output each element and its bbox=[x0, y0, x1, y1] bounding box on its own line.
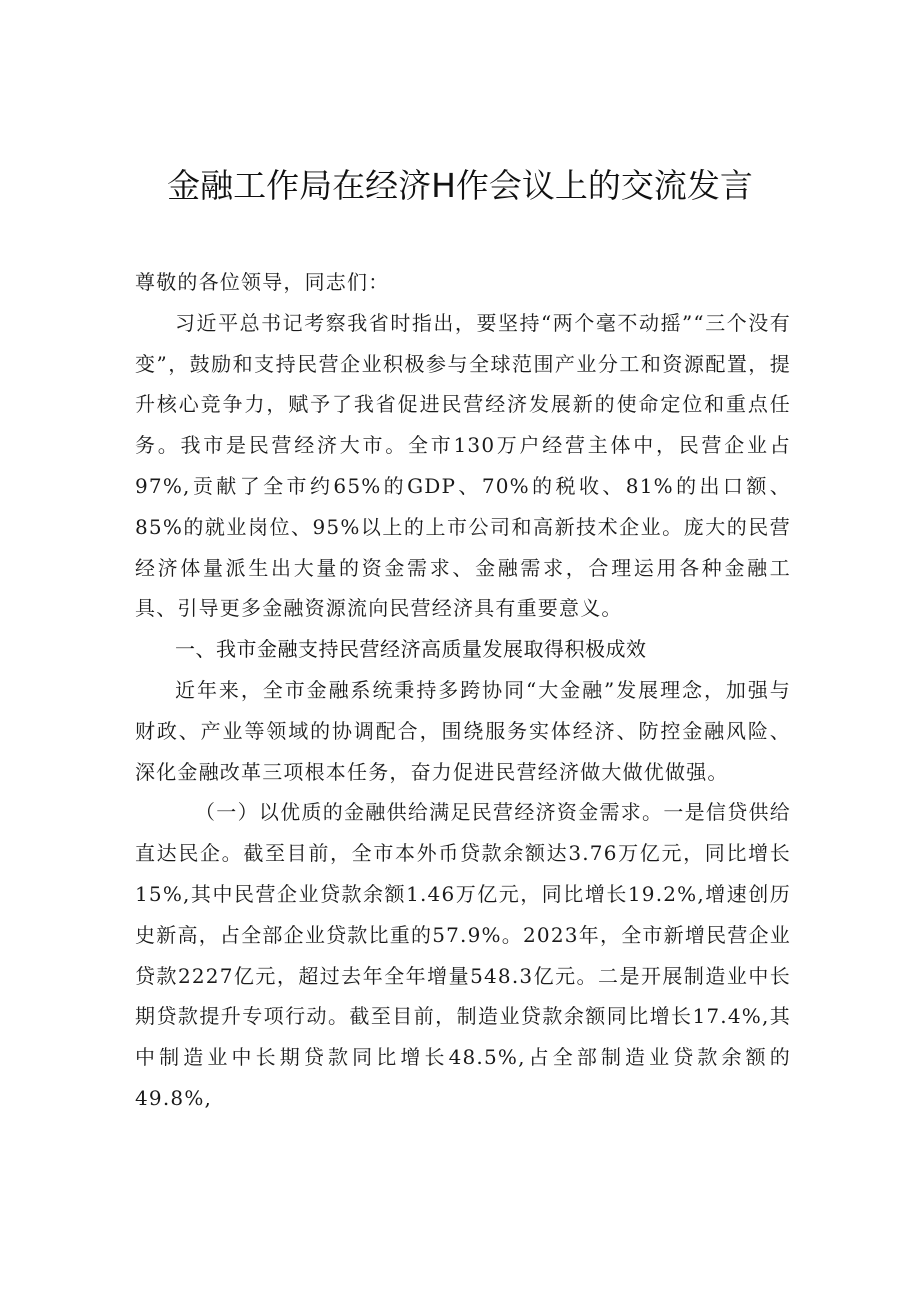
paragraph: 习近平总书记考察我省时指出，要坚持“两个毫不动摇”“三个没有变”，鼓励和支持民营企业积极参与全球范围产业分工和资源配置，提升核心竞争力，赋予了我省促进民营经济发展新的使命定位和重点任务。我市是民营经济大市。全市130万户经营主体中，民营企业占97%,贡献了全市约65%的GDP、70%的税收、81%的出口额、85%的就业岗位、95%以上的上市公司和高新技术企业。庞大的民营经济体量派生出大量的资金需求、金融需求，合理运用各种金融工具、引导更多金融资源流向民营经济具有重要意义。 bbox=[135, 310, 791, 621]
paragraph: （一）以优质的金融供给满足民营经济资金需求。一是信贷供给直达民企。截至目前，全市本外币贷款余额达3.76万亿元，同比增长15%,其中民营企业贷款余额1.46万亿元，同比增长19.2%,增速创历史新高，占全部企业贷款比重的57.9%。2023年，全市新增民营企业贷款2227亿元，超过去年全年增量548.3亿元。二是开展制造业中长期贷款提升专项行动。截至目前，制造业贷款余额同比增长17.4%,其中制造业中长期贷款同比增长48.5%,占全部制造业贷款余额的49.8%, bbox=[135, 800, 791, 1110]
section-heading: 一、我市金融支持民营经济高质量发展取得积极成效 bbox=[175, 637, 647, 662]
document-body bbox=[135, 262, 791, 1119]
paragraph: 近年来，全市金融系统秉持多跨协同“大金融”发展理念，加强与财政、产业等领域的协调配合，围绕服务实体经济、防控金融风险、深化金融改革三项根本任务，奋力促进民营经济做大做优做强。 bbox=[135, 677, 791, 784]
salutation: 尊敬的各位领导，同志们： bbox=[135, 270, 390, 294]
document-title: 金融工作局在经济H作会议上的交流发言 bbox=[167, 166, 753, 205]
